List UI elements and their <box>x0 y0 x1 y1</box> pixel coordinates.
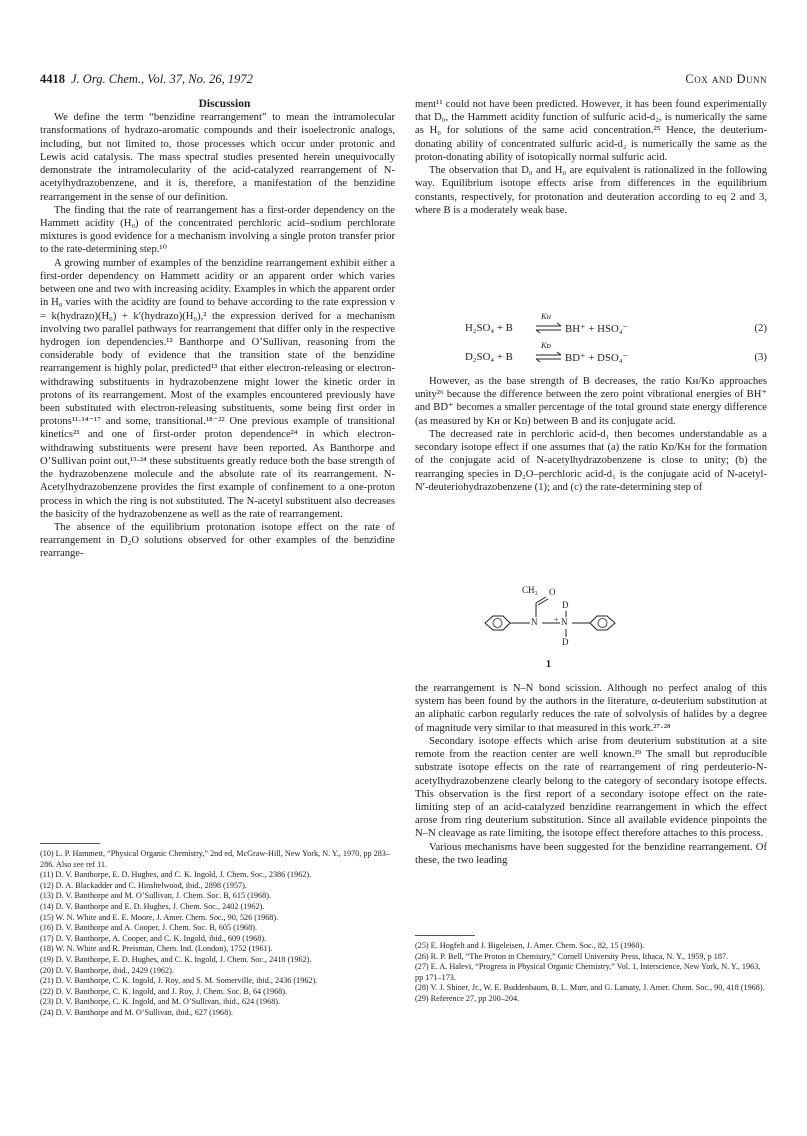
paragraph: The absence of the equilibrium protonation isotope effect on the rate of rearrangement in D₂O solutions observed for other examples of the benzidine rearrange- <box>40 522 395 560</box>
footnote: (28) V. J. Shiner, Jr., W. E. Buddenbaum, B. L. Murr, and G. Lamaty, J. Amer. Chem. Soc., 90, 418 (1968). <box>415 983 765 993</box>
paragraph: Secondary isotope effects which arise from deuterium substitution at a site remote from the reaction center are well known.²⁹ The small but reproducible substrate isotope effects on the rate of rearrangement of ring perdeuterio-N-acetylhydrazobenzene clearly belong to the category of secondary isotope effects. This observation is the first report of a secondary isotope effect on the rate-limiting step of an acid-catalyzed benzidine rearrangement in which the effect arose from ring deuterium substitution. Since all available evidence pinpoints the N–N cleavage as rate limiting, the isotope effect therefore attaches to this process. <box>415 735 767 840</box>
footnote: (14) D. V. Banthorpe and E. D. Hughes, J. Chem. Soc., 2402 (1962). <box>40 901 265 911</box>
footnote: (21) D. V. Banthorpe, C. K. Ingold, J. Roy, and S. M. Somerville, ibid., 2436 (1962). <box>40 976 318 986</box>
equilibrium-arrow-icon <box>535 351 563 363</box>
running-header <box>40 72 767 88</box>
footnote: (11) D. V. Banthorpe, E. D. Hughes, and C. K. Ingold, J. Chem. Soc., 2386 (1962). <box>40 870 312 880</box>
footnote: (20) D. V. Banthorpe, ibid., 2429 (1962). <box>40 965 174 975</box>
footnote: (25) E. Hogfelt and J. Bigeleisen, J. Amer. Chem. Soc., 82, 15 (1960). <box>415 941 645 950</box>
equation-left: H₂SO₄ + B <box>465 322 513 334</box>
n2-label: N <box>561 617 568 627</box>
equation-left: D₂SO₄ + B <box>465 351 513 363</box>
footnote: (15) W. N. White and E. E. Moore, J. Amer. Chem. Soc., 90, 526 (1968). <box>40 912 279 922</box>
right-column <box>415 98 767 217</box>
footnote: (23) D. V. Banthorpe, C. K. Ingold, and M. O’Sullivan, ibid., 624 (1968). <box>40 997 281 1007</box>
deuterium-bottom-label: D <box>562 637 569 647</box>
footnote: (13) D. V. Banthorpe and M. O’Sullivan, J. Chem. Soc. B, 615 (1968). <box>40 891 271 901</box>
structure-drawing <box>480 597 630 677</box>
footnotes-left <box>40 849 395 1019</box>
equation-number: (2) <box>754 322 767 334</box>
charge-label: + <box>554 615 559 624</box>
paragraph: Various mechanisms have been suggested for the benzidine rearrangement. Of these, the two leading <box>415 841 767 866</box>
page-number: 4418 <box>40 72 65 86</box>
deuterium-top-label: D <box>562 600 569 610</box>
footnote: (26) R. P. Bell, “The Proton in Chemistry,” Cornell University Press, Ithaca, N. Y., 1959, p 187. <box>415 951 729 961</box>
footnote: (10) L. P. Hammett, “Physical Organic Chemistry,” 2nd ed, McGraw-Hill, New York, N. Y., 1970, pp 283–286. Also see ref 11. <box>40 849 390 869</box>
footnote: (19) D. V. Banthorpe, E. D. Hughes, and C. K. Ingold, J. Chem. Soc., 2418 (1962). <box>40 954 312 964</box>
footnotes-right <box>415 941 767 1005</box>
journal-citation: J. Org. Chem., Vol. 37, No. 26, 1972 <box>71 72 253 86</box>
paragraph: the rearrangement is N–N bond scission. Although no perfect analog of this system has been found by the authors in the literature, α-deuterium substitution at an aliphatic carbon regularly reduces the rate of solvolysis of halides by a degree of magnitude very similar to that measured in this work.²⁷·²⁸ <box>415 683 767 734</box>
right-column-lower <box>415 682 767 867</box>
equation-right: BD⁺ + DSO₄⁻ <box>565 352 629 364</box>
oxygen-label: O <box>549 587 556 597</box>
chemical-structure-1 <box>480 585 630 677</box>
paragraph: A growing number of examples of the benzidine rearrangement exhibit either a first-order dependency on Hammett acidity or an apparent order which varies between one and two with increasing acidity. Examples in which the apparent order in H₀ varies with the acidity are found to behave according to the rate expression v = k(hydrazo)(H₀) + k′(hydrazo)(H₀),² the expression derived for a mechanism involving two parallel pathways for rearrangement that differ only in the respective hydrogen ion dependencies.¹² Banthorpe and O’Sullivan, reasoning from the considerable body of evidence that the transition state of the benzidine rearrangement is highly polar, predicted¹³ that either electron-releasing or electron-withdrawing substituents in hydrazobenzene might lower the kinetic order in protons of its rearrangement. Most of the examples encountered previously have been substituted with electron-releasing substituents, some being first order in protons¹¹·¹⁴⁻¹⁷ and some, transitional.¹⁸⁻²² One previous example of transitional kinetics²³ and one of first-order proton dependence²⁴ in which electron-withdrawing substituents were present have been reported. As Banthorpe and O’Sullivan point out,¹³·²⁴ these substituents greatly reduce both the base strength of the hydrazobenzene molecule and the absolute rate of its rearrangement. N-Acetylhydrazobenzene provides the first example of confinement to a one-proton process in which the ring is not substituted. The N-acetyl substituent also decreases the basicity of the hydrazobenzene as well as the rate of rearrangement. <box>40 257 395 520</box>
footnote: (18) W. N. White and R. Preisman, Chem. Ind. (London), 1752 (1961). <box>40 944 273 954</box>
equilibrium-constant: Kᴅ <box>541 340 551 350</box>
footnote: (24) D. V. Banthorpe and M. O’Sullivan, ibid., 627 (1968). <box>40 1007 233 1017</box>
paragraph: However, as the base strength of B decreases, the ratio Kʜ/Kᴅ approaches unity²⁶ because the difference between the zero point vibrational energies of BH⁺ and BD⁺ becomes a smaller percentage of the total ground state energy difference (as measured by Kʜ or Kᴅ) between B and its conjugate acid. <box>415 376 767 427</box>
equation-number: (3) <box>754 351 767 363</box>
equation-right: BH⁺ + HSO₄⁻ <box>565 323 629 335</box>
paragraph: The observation that D₀ and H₀ are equivalent is rationalized in the following way. Equilibrium isotope effects arise from differences in the equilibrium constants, respectively, for protonation and deuteration according to eq 2 and 3, where B is a moderately weak base. <box>415 165 767 216</box>
n1-label: N <box>531 617 538 627</box>
paragraph: The decreased rate in perchloric acid-d₁ then becomes understandable as a secondary isotope effect if one assumes that (a) the ratio Kᴅ/Kʜ for the formation of the conjugate acid of N-acetylhydrazobenzene is close to unity; (b) the rearranging species in D₂O–perchloric acid-d₁ is the conjugate acid of N-acetyl-N′-deuteriohydrazobenzene (1); and (c) the rate-determining step of <box>415 428 767 493</box>
paragraph: The finding that the rate of rearrangement has a first-order dependency on the Hammett acidity (H₀) of the concentrated perchloric acid–sodium perchlorate mixtures is good evidence for a mechanism involving a single proton transfer prior to the rate-determining step.¹⁰ <box>40 204 395 256</box>
paragraph: ment¹¹ could not have been predicted. However, it has been found experimentally that D₀, the Hammett acidity function of sulfuric acid-d₂, is numerically the same as H₀ for solutions of the same acid concentration.²⁵ Hence, the deuterium-donating ability of concentrated sulfuric acid-d₂ is numerically the same as the proton-donating ability of isotopically normal sulfuric acid. <box>415 99 767 163</box>
paragraph: We define the term “benzidine rearrangement” to mean the intramolecular transformations of hydrazo-aromatic compounds and their isoelectronic analogs, including, but not limited to, those processes which occur under protonic and Lewis acid catalysis. The mass spectral studies presented herein unequivocally demonstrate the intramolecularity of the acid-catalyzed rearrangement of N-acetylhydrazobenzene, and it is, therefore, a manifestation of the benzidine rearrangement in the sense of our definition. <box>40 112 395 203</box>
footnote: (17) D. V. Banthorpe, A. Cooper, and C. K. Ingold, ibid., 609 (1968). <box>40 933 267 943</box>
footnote-rule-left <box>40 843 100 844</box>
footnote: (12) D. A. Blackadder and C. Hinshelwood, ibid., 2898 (1957). <box>40 880 247 890</box>
acyl-label: CH₃ <box>522 585 538 595</box>
equilibrium-arrow-icon <box>535 322 563 334</box>
compound-number: 1 <box>546 659 551 670</box>
footnote: (16) D. V. Banthorpe and A. Cooper, J. Chem. Soc. B, 605 (1968). <box>40 923 258 933</box>
footnote-rule-right <box>415 935 475 936</box>
section-title: Discussion <box>198 98 251 110</box>
header-left <box>40 72 253 87</box>
footnote: (22) D. V. Banthorpe, C. K. Ingold, and J. Roy, J. Chem. Soc. B, 64 (1968). <box>40 986 288 996</box>
header-authors: Cox and Dunn <box>685 72 767 86</box>
left-column <box>40 98 395 561</box>
equation-3 <box>465 340 767 369</box>
equilibrium-constant: Kʜ <box>541 311 552 321</box>
footnote: (27) E. A. Halevi, “Progress in Physical Organic Chemistry,” Vol. 1, Interscience, New York, N. Y., 1963, pp 171–173. <box>415 962 761 982</box>
footnote: (29) Reference 27, pp 200–204. <box>415 993 520 1003</box>
equation-2 <box>465 311 767 340</box>
right-column-continued <box>415 375 767 494</box>
